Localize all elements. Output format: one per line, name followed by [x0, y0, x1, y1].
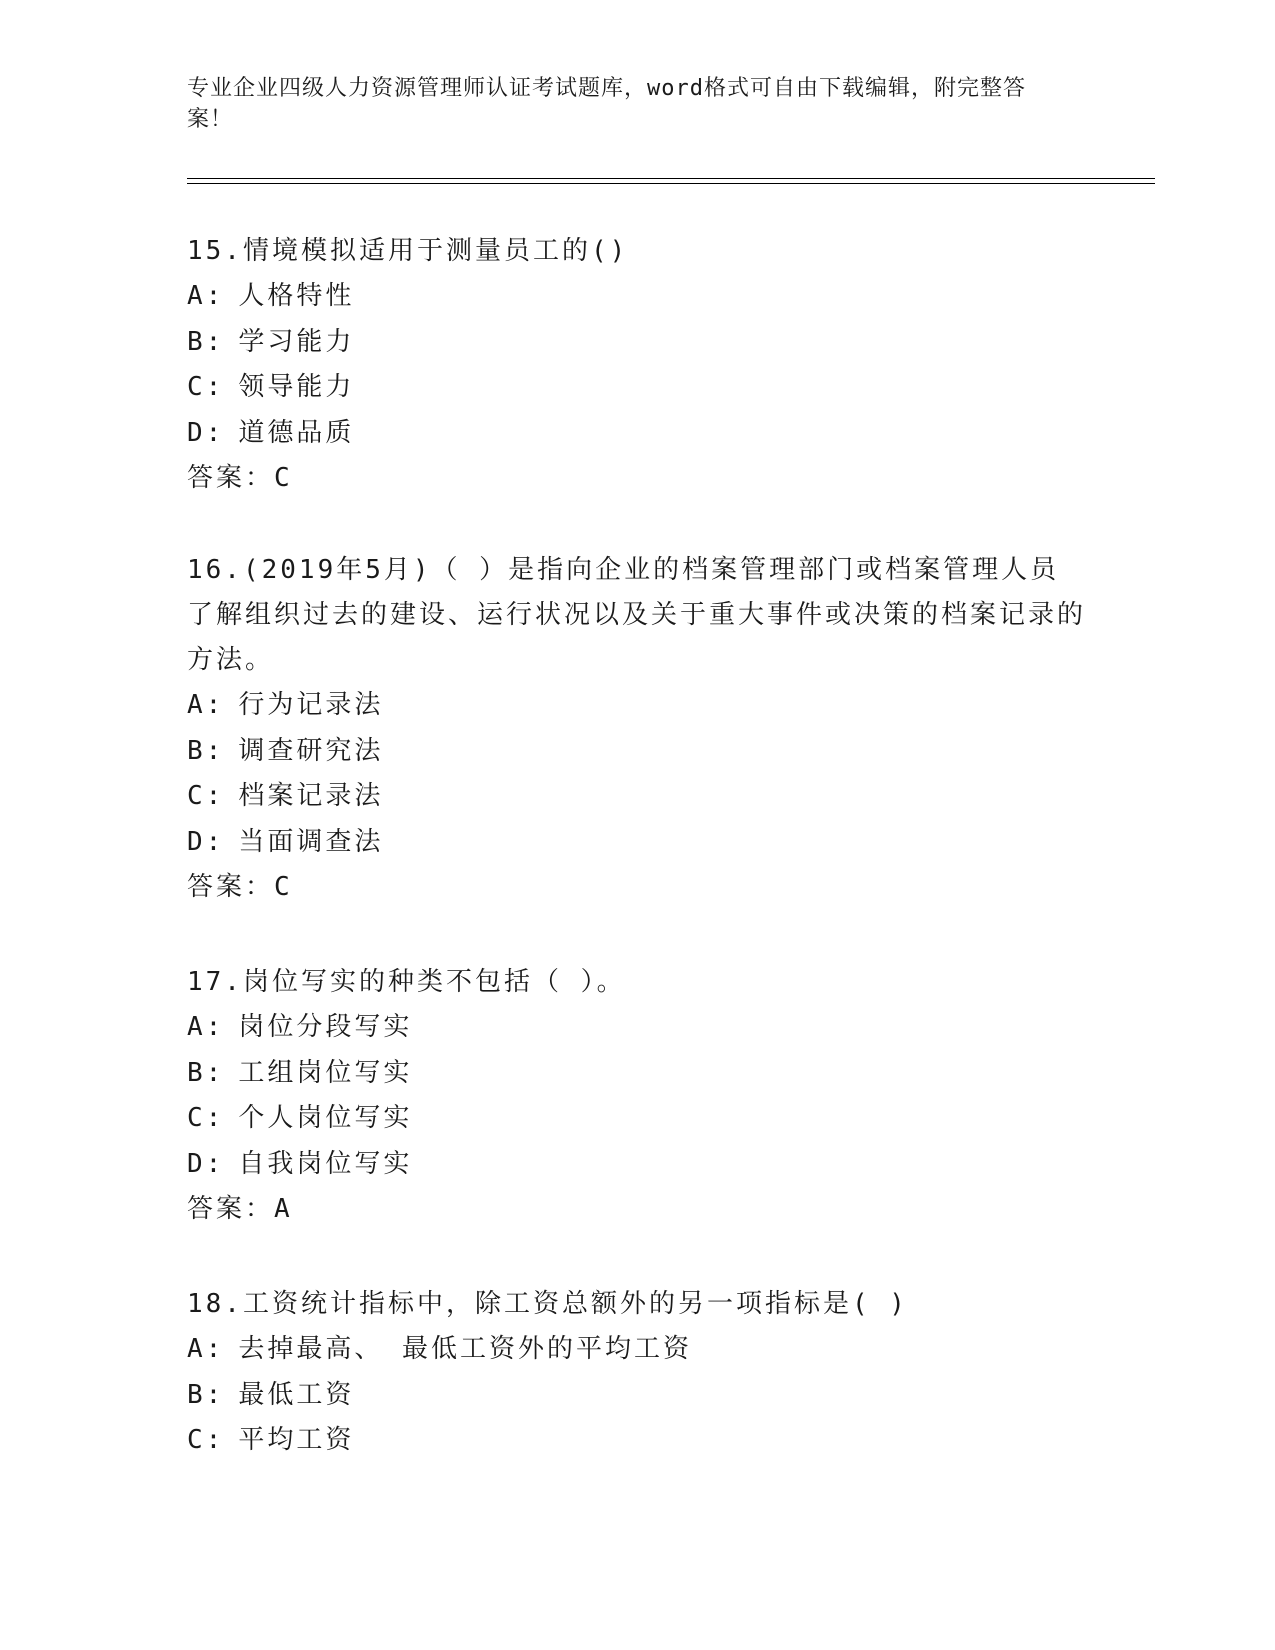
option-c	[187, 1096, 1087, 1142]
option-text: 自我岗位写实	[238, 1148, 413, 1179]
header-divider-top	[187, 178, 1155, 179]
answer-value: A	[274, 1194, 293, 1224]
option-c	[187, 365, 1087, 411]
header-divider-bottom	[187, 183, 1155, 184]
option-letter: A:	[187, 1334, 225, 1364]
question-16	[187, 548, 1087, 911]
option-text: 个人岗位写实	[238, 1103, 413, 1133]
option-text: 人格特性	[238, 281, 355, 311]
option-d	[187, 820, 1087, 866]
option-text: 学习能力	[238, 326, 355, 357]
option-letter: C:	[187, 1103, 225, 1133]
option-b	[187, 729, 1087, 775]
option-letter: B:	[187, 1379, 225, 1410]
option-text: 行为记录法	[238, 690, 384, 720]
option-letter: A:	[187, 690, 225, 720]
option-text: 当面调查法	[238, 826, 384, 857]
option-a	[187, 1005, 1087, 1051]
option-a	[187, 683, 1087, 729]
option-text: 平均工资	[238, 1425, 355, 1455]
option-letter: A:	[187, 1012, 225, 1042]
option-text: 调查研究法	[238, 735, 384, 766]
answer-value: C	[274, 463, 293, 493]
option-text: 档案记录法	[238, 781, 384, 811]
option-d	[187, 411, 1087, 457]
answer-line	[187, 1187, 1087, 1233]
option-text: 工组岗位写实	[238, 1057, 413, 1088]
option-a	[187, 274, 1087, 320]
option-letter: B:	[187, 326, 225, 357]
question-18	[187, 1282, 1087, 1464]
question-text: 15.情境模拟适用于测量员工的()	[187, 236, 629, 266]
option-text: 道德品质	[238, 417, 355, 448]
answer-label: 答案：	[187, 463, 275, 493]
option-letter: A:	[187, 281, 225, 311]
option-text: 去掉最高、 最低工资外的平均工资	[238, 1334, 692, 1364]
option-d	[187, 1142, 1087, 1188]
answer-line	[187, 865, 1087, 911]
option-b	[187, 1051, 1087, 1097]
question-text: 17.岗位写实的种类不包括（ ）。	[187, 967, 626, 997]
document-header: 专业企业四级人力资源管理师认证考试题库，word格式可自由下载编辑，附完整答案！	[187, 76, 1026, 132]
question-text: 18.工资统计指标中，除工资总额外的另一项指标是( )	[187, 1289, 908, 1319]
option-text: 最低工资	[238, 1379, 355, 1410]
question-15	[187, 229, 1087, 502]
option-letter: D:	[187, 1148, 225, 1179]
option-letter: B:	[187, 735, 225, 766]
option-text: 岗位分段写实	[238, 1012, 413, 1042]
option-letter: C:	[187, 1425, 225, 1455]
question-text: 16.(2019年5月)（ ）是指向企业的档案管理部门或档案管理人员了解组织过去的建设、运行状况以及关于重大事件或决策的档案记录的方法。	[187, 555, 1087, 675]
option-letter: D:	[187, 826, 225, 857]
option-b	[187, 1373, 1087, 1419]
answer-label: 答案：	[187, 872, 275, 902]
option-letter: C:	[187, 372, 225, 402]
option-b	[187, 320, 1087, 366]
answer-value: C	[274, 872, 293, 902]
option-letter: D:	[187, 417, 225, 448]
option-text: 领导能力	[238, 372, 355, 402]
option-a	[187, 1327, 1087, 1373]
question-17	[187, 960, 1087, 1233]
option-c	[187, 1418, 1087, 1464]
option-letter: B:	[187, 1057, 225, 1088]
option-letter: C:	[187, 781, 225, 811]
option-c	[187, 774, 1087, 820]
answer-line	[187, 456, 1087, 502]
answer-label: 答案：	[187, 1194, 275, 1224]
